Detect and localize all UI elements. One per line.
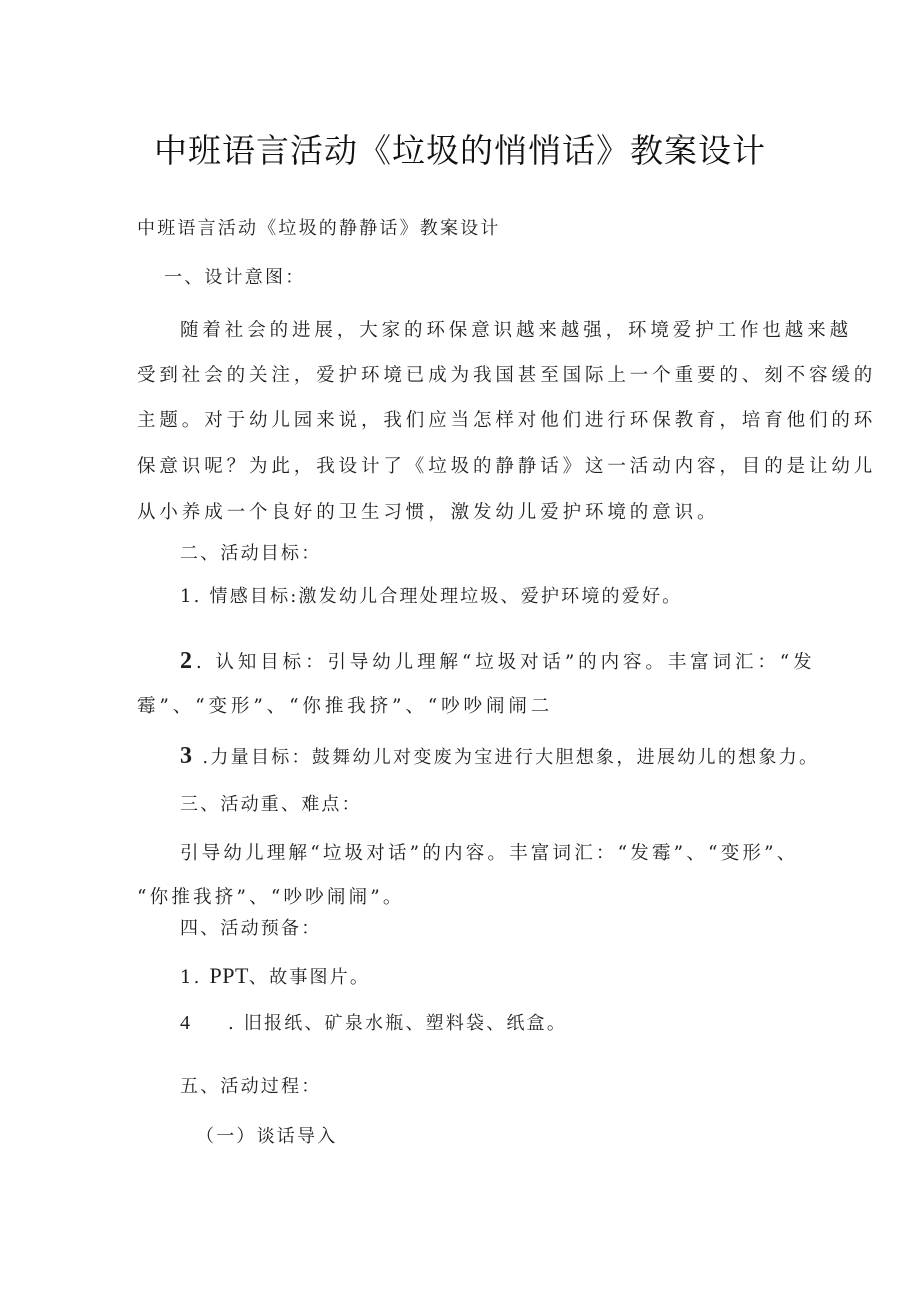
document-subtitle: 中班语言活动《垃圾的静静话》教案设计 xyxy=(137,218,501,239)
prep-item-1 xyxy=(180,963,370,991)
goal-cognitive-text: . 认知目标：引导幼儿理解“垃圾对话”的内容。丰富词汇：“发 xyxy=(195,652,816,673)
goal-emotional: 1. 情感目标:激发幼儿合理处理垃圾、爱护环境的爱好。 xyxy=(180,586,683,607)
goal-cognitive xyxy=(180,648,816,676)
paragraph-line: 从小养成一个良好的卫生习惯，激发幼儿爱护环境的意识。 xyxy=(137,502,720,523)
key-points-line-continued: “你推我挤”、“吵吵闹闹”。 xyxy=(137,887,405,908)
document-title: 中班语言活动《垃圾的悄悄话》教案设计 xyxy=(154,131,766,170)
paragraph-line: 随着社会的进展，大家的环保意识越来越强，环境爱护工作也越来越 xyxy=(180,320,853,341)
prep-item-2-number: 4 xyxy=(180,1012,193,1034)
prep-item-2-text: . 旧报纸、矿泉水瓶、塑料袋、纸盒。 xyxy=(228,1013,568,1034)
paragraph-line: 受到社会的关注，爱护环境已成为我国甚至国际上一个重要的、刻不容缓的 xyxy=(137,365,877,386)
section-heading-design-intent: 一、设计意图： xyxy=(164,267,306,288)
goal-ability-number: 3 xyxy=(180,743,195,769)
prep-item-1-text: 、故事图片。 xyxy=(248,967,371,988)
section-heading-goals: 二、活动目标： xyxy=(180,543,322,564)
process-step-1: （一）谈话导入 xyxy=(196,1126,338,1147)
goal-ability-text: .力量目标：鼓舞幼儿对变废为宝进行大胆想象，进展幼儿的想象力。 xyxy=(194,747,820,768)
section-heading-preparation: 四、活动预备： xyxy=(180,918,322,939)
goal-cognitive-continued: 霉”、“变形”、“你推我挤”、“吵吵闹闹二 xyxy=(137,696,554,717)
goal-ability xyxy=(180,743,819,771)
goal-cognitive-number: 2 xyxy=(180,648,196,674)
section-heading-process: 五、活动过程： xyxy=(180,1076,322,1097)
paragraph-line: 保意识呢？为此，我设计了《垃圾的静静话》这一活动内容，目的是让幼儿 xyxy=(137,456,877,477)
prep-item-2 xyxy=(180,1010,567,1037)
section-heading-key-points: 三、活动重、难点： xyxy=(180,794,362,815)
prep-item-1-number: 1. xyxy=(180,967,210,988)
key-points-line: 引导幼儿理解“垃圾对话”的内容。丰富词汇：“发霉”、“变形”、 xyxy=(180,843,799,864)
prep-item-1-ppt: PPT xyxy=(209,963,249,988)
paragraph-line: 主题。对于幼儿园来说，我们应当怎样对他们进行环保教育，培育他们的环 xyxy=(137,410,877,431)
